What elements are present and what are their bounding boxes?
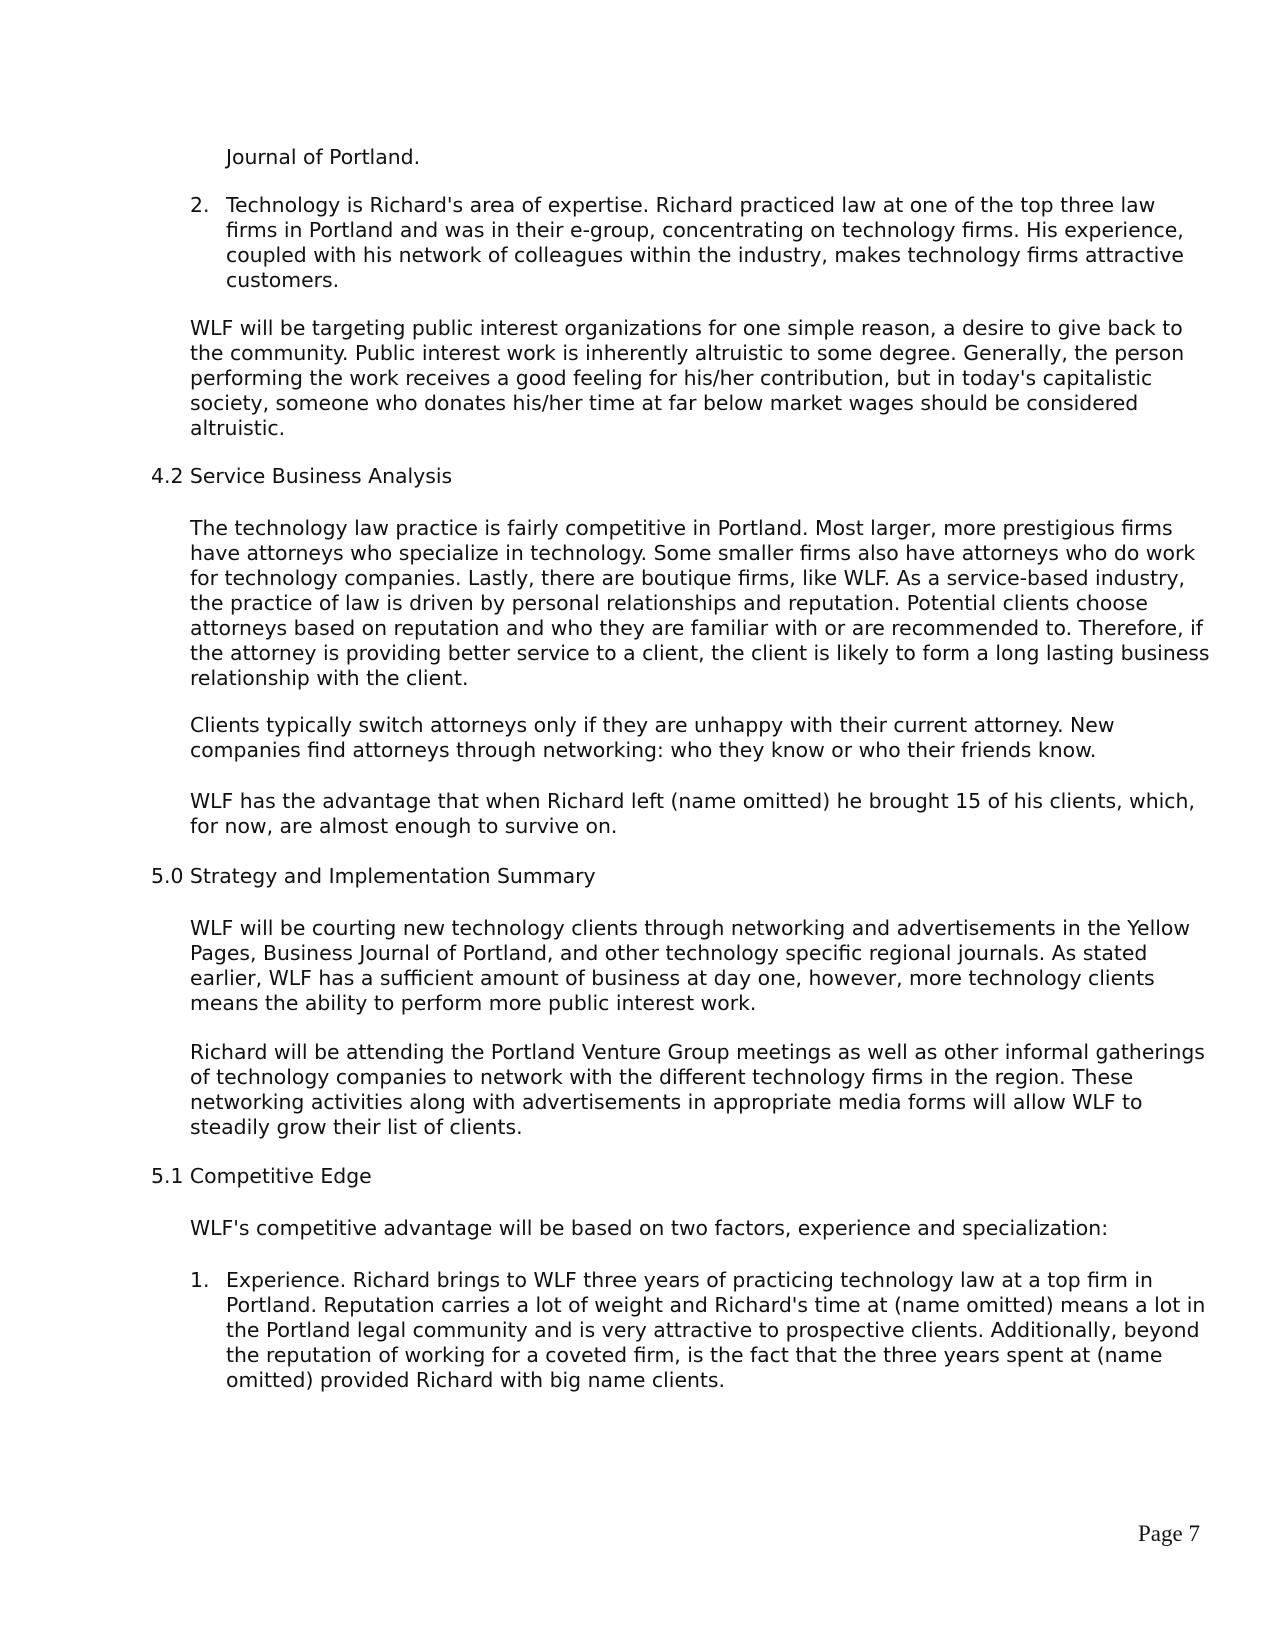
- continued-text: Journal of Portland.: [226, 145, 421, 169]
- page-number: Page 7: [1138, 1521, 1200, 1546]
- section-heading-4-2: 4.2 Service Business Analysis: [151, 464, 453, 488]
- paragraph-wlf-advantage: WLF has the advantage that when Richard left (name omitted) he brought 15 of his clients, which, for now, are almost enough to survive on.: [190, 789, 1195, 838]
- list-item-technology: Technology is Richard's area of expertise. Richard practiced law at one of the top three law firms in Portland and was in their e-group, concentrating on technology firms. His experience, coupled with his network of colleagues within the industry, makes technology firms attractive customers.: [226, 193, 1184, 292]
- list-number-2: 2.: [190, 193, 210, 217]
- list-item-experience: Experience. Richard brings to WLF three years of practicing technology law at a top firm in Portland. Reputation carries a lot of weight and Richard's time at (name omitted) means a lot in the Portland legal community and is very attractive to prospective clients. Additionally, beyond the reputation of working for a coveted firm, is the fact that the three years spent at (name omitted) provided Richard with big name clients.: [226, 1268, 1206, 1392]
- paragraph-strategy: WLF will be courting new technology clients through networking and advertisements in the Yellow Pages, Business Journal of Portland, and other technology specific regional journals. As stated earlier, WLF has a sufficient amount of business at day one, however, more technology clients means the ability to perform more public interest work.: [190, 916, 1191, 1015]
- paragraph-service-analysis: The technology law practice is fairly competitive in Portland. Most larger, more prestigious firms have attorneys who specialize in technology. Some smaller firms also have attorneys who do work for technology companies. Lastly, there are boutique firms, like WLF. As a service-based industry, the practice of law is driven by personal relationships and reputation. Potential clients choose attorneys based on reputation and who they are familiar with or are recommended to. Therefore, if the attorney is providing better service to a client, the client is likely to form a long lasting business relationship with the client.: [190, 516, 1210, 690]
- paragraph-clients-switch: Clients typically switch attorneys only if they are unhappy with their current attorney. New companies find attorneys through networking: who they know or who their friends know.: [190, 713, 1115, 762]
- paragraph-networking: Richard will be attending the Portland Venture Group meetings as well as other informal gatherings of technology companies to network with the different technology firms in the region. These networking activities along with advertisements in appropriate media forms will allow WLF to steadily grow their list of clients.: [190, 1040, 1205, 1139]
- list-number-1: 1.: [190, 1268, 210, 1292]
- section-heading-5-1: 5.1 Competitive Edge: [151, 1164, 372, 1188]
- paragraph-public-interest: WLF will be targeting public interest organizations for one simple reason, a desire to give back to the community. Public interest work is inherently altruistic to some degree. Generally, the person performing the work receives a good feeling for his/her contribution, but in today's capitalistic society, someone who donates his/her time at far below market wages should be considered altruistic.: [190, 316, 1185, 440]
- section-heading-5-0: 5.0 Strategy and Implementation Summary: [151, 864, 596, 888]
- paragraph-competitive-intro: WLF's competitive advantage will be based on two factors, experience and specialization:: [190, 1216, 1109, 1240]
